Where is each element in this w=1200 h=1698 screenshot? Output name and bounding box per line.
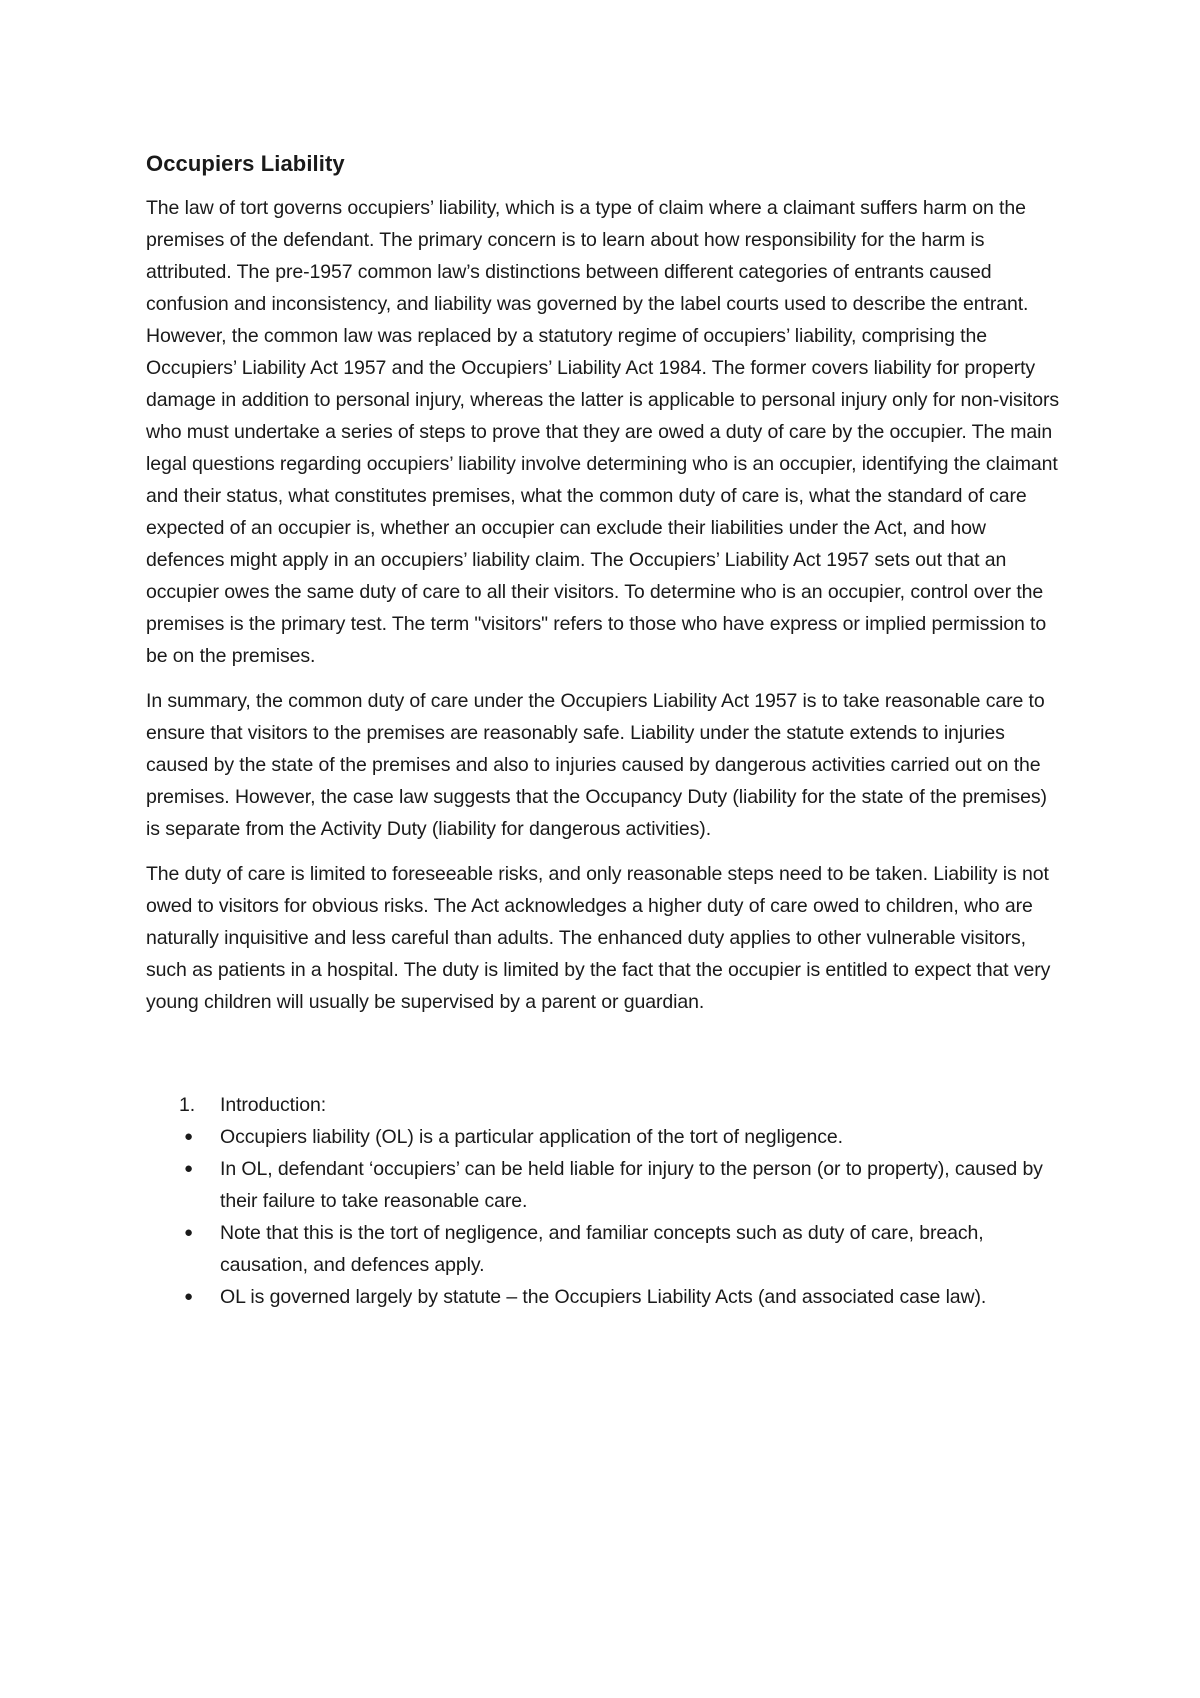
- list-item-text: OL is governed largely by statute – the Occupiers Liability Acts (and associated case law).: [220, 1286, 987, 1308]
- list-item-text: In OL, defendant ‘occupiers’ can be held liable for injury to the person (or to property), caused by their failure to take reasonable care.: [220, 1158, 1043, 1212]
- bullet-icon: ●: [184, 1160, 193, 1177]
- section-spacer: [146, 1031, 1066, 1089]
- bullet-icon: ●: [184, 1224, 193, 1241]
- list-number: 1.: [179, 1094, 196, 1116]
- page-title: Occupiers Liability: [146, 151, 345, 176]
- list-item: [146, 1121, 1066, 1153]
- bullet-icon: ●: [184, 1288, 193, 1305]
- list-item: [146, 1217, 1066, 1281]
- paragraph-duty-of-care: The duty of care is limited to foreseeable risks, and only reasonable steps need to be taken. Liability is not owed to visitors for obvious risks. The Act acknowledges a higher duty of care owed to children, who are naturally inquisitive and less careful than adults. The enhanced duty applies to other vulnerable visitors, such as patients in a hospital. The duty is limited by the fact that the occupier is entitled to expect that very young children will usually be supervised by a parent or guardian.: [146, 863, 1051, 1013]
- document-content: [146, 150, 1066, 1313]
- outline-list: [146, 1089, 1066, 1313]
- list-item-text: Note that this is the tort of negligence, and familiar concepts such as duty of care, breach, causation, and defences apply.: [220, 1222, 984, 1276]
- list-item: [146, 1089, 1066, 1121]
- list-item: [146, 1281, 1066, 1313]
- paragraph-intro: The law of tort governs occupiers’ liability, which is a type of claim where a claimant suffers harm on the premises of the defendant. The primary concern is to learn about how responsibility for the harm is attributed. The pre-1957 common law’s distinctions between different categories of entrants caused confusion and inconsistency, and liability was governed by the label courts used to describe the entrant. However, the common law was replaced by a statutory regime of occupiers’ liability, comprising the Occupiers’ Liability Act 1957 and the Occupiers’ Liability Act 1984. The former covers liability for property damage in addition to personal injury, whereas the latter is applicable to personal injury only for non-visitors who must undertake a series of steps to prove that they are owed a duty of care by the occupier. The main legal questions regarding occupiers’ liability involve determining who is an occupier, identifying the claimant and their status, what constitutes premises, what the common duty of care is, what the standard of care expected of an occupier is, whether an occupier can exclude their liabilities under the Act, and how defences might apply in an occupiers’ liability claim. The Occupiers’ Liability Act 1957 sets out that an occupier owes the same duty of care to all their visitors. To determine who is an occupier, control over the premises is the primary test. The term "visitors" refers to those who have express or implied permission to be on the premises.: [146, 197, 1060, 667]
- list-item-text: Occupiers liability (OL) is a particular application of the tort of negligence.: [220, 1126, 843, 1148]
- paragraph-summary: In summary, the common duty of care under the Occupiers Liability Act 1957 is to take reasonable care to ensure that visitors to the premises are reasonably safe. Liability under the statute extends to injuries caused by the state of the premises and also to injuries caused by dangerous activities carried out on the premises. However, the case law suggests that the Occupancy Duty (liability for the state of the premises) is separate from the Activity Duty (liability for dangerous activities).: [146, 690, 1047, 840]
- list-item: [146, 1153, 1066, 1217]
- list-item-text: Introduction:: [220, 1094, 327, 1116]
- bullet-icon: ●: [184, 1128, 193, 1145]
